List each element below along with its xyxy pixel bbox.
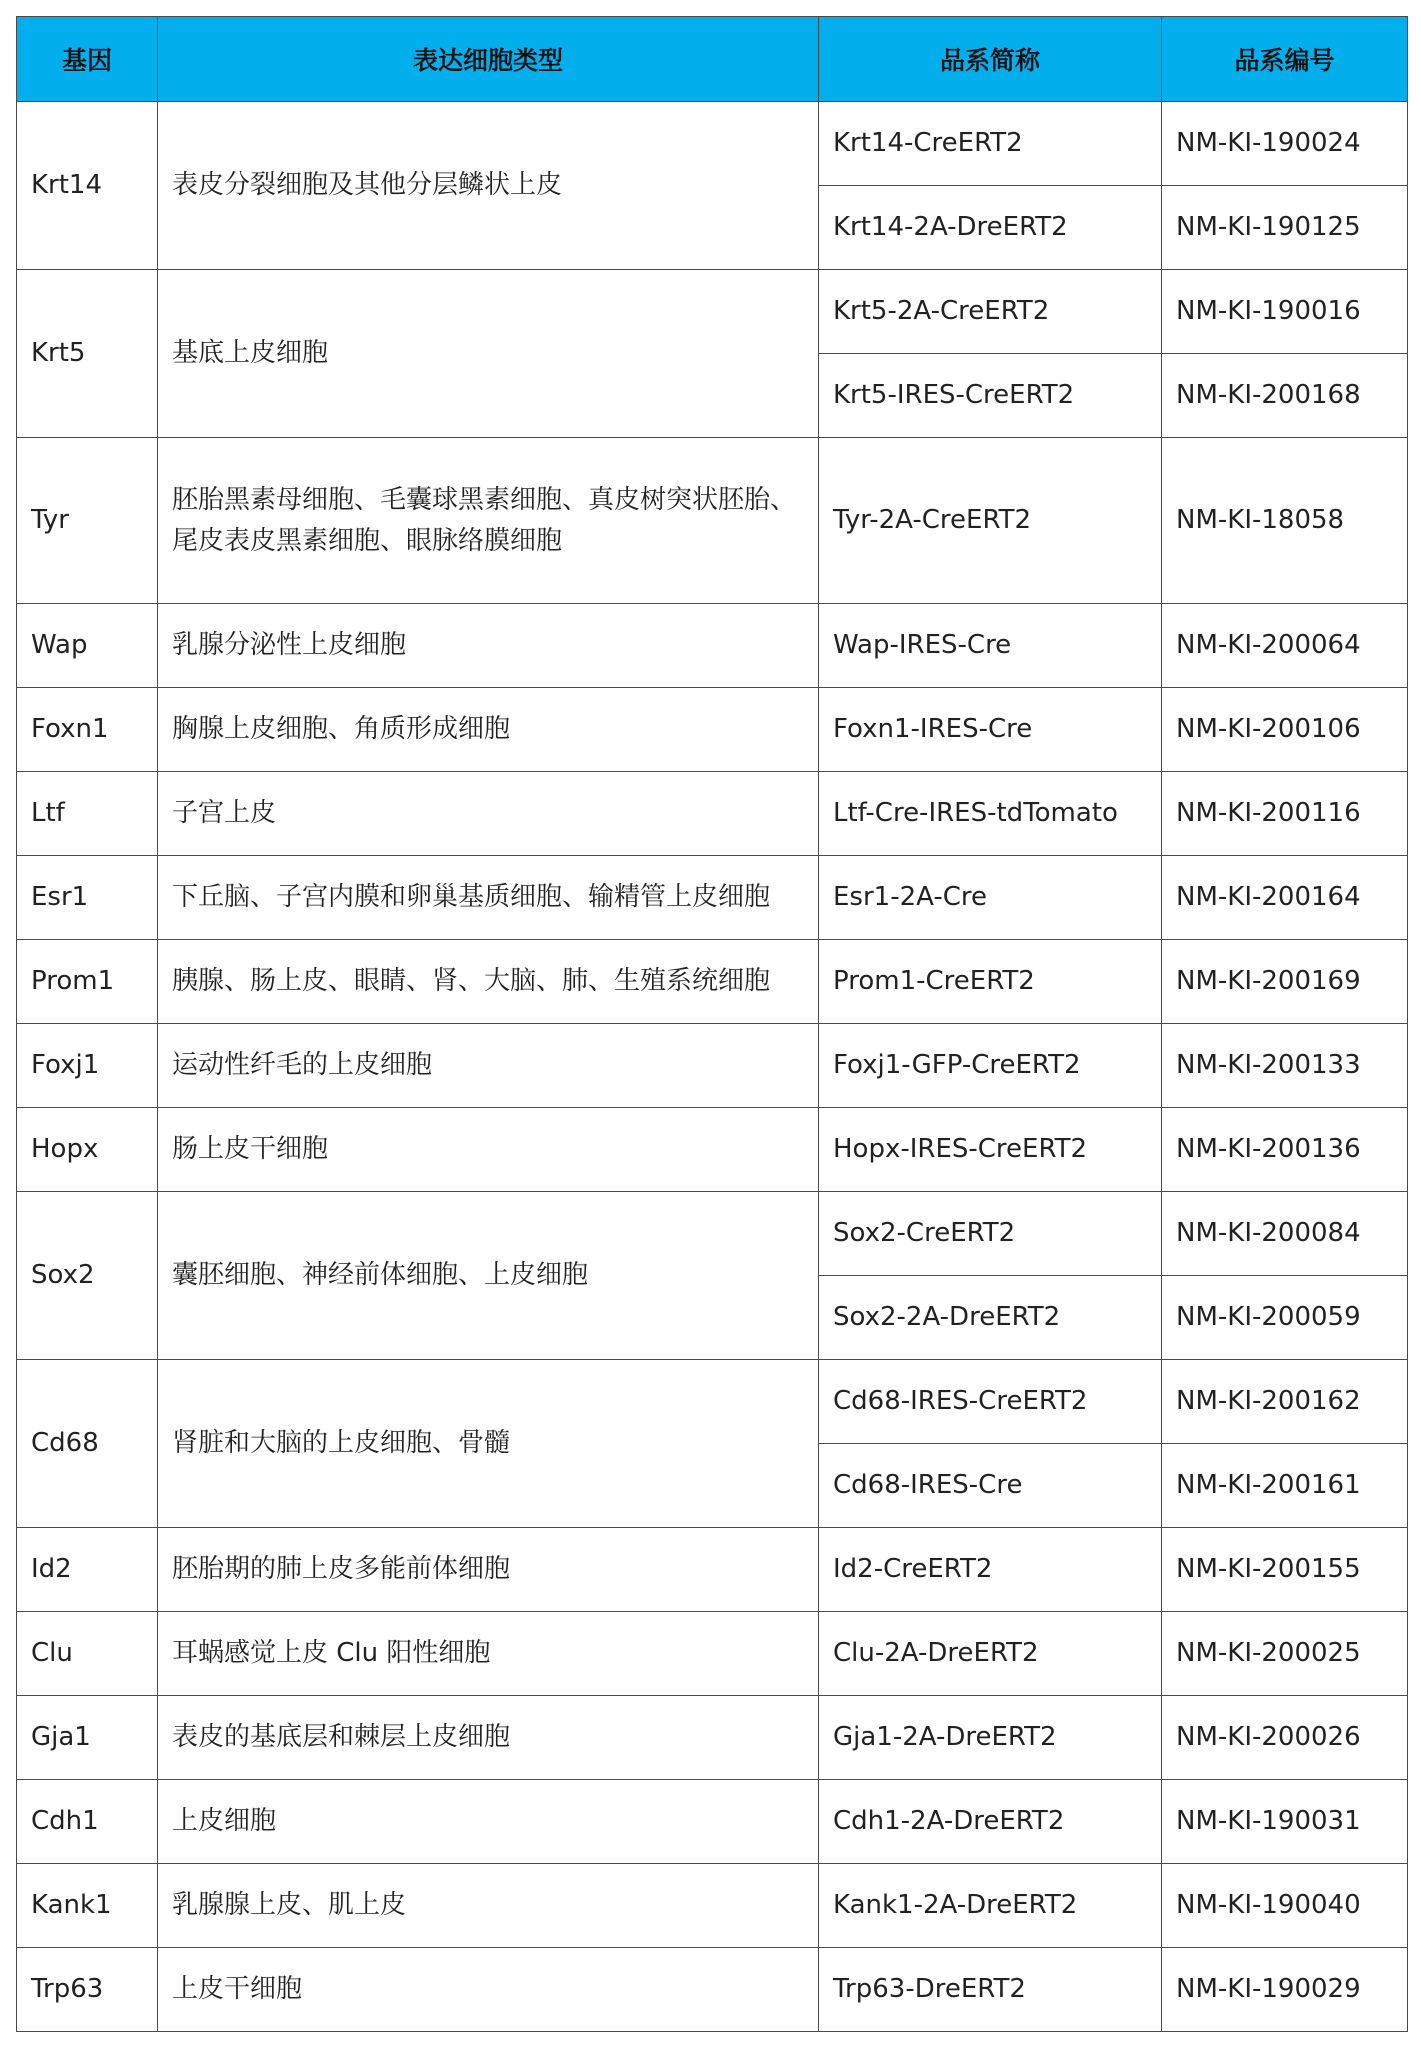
strain-name-cell: Gja1-2A-DreERT2 <box>819 1696 1162 1780</box>
table-row <box>17 1528 1408 1612</box>
cell-type-cell: 胸腺上皮细胞、角质形成细胞 <box>158 688 819 772</box>
cell-type-cell: 胚胎期的肺上皮多能前体细胞 <box>158 1528 819 1612</box>
strain-id-cell: NM-KI-200025 <box>1162 1612 1408 1696</box>
table-row <box>17 856 1408 940</box>
strain-id-cell: NM-KI-18058 <box>1162 438 1408 604</box>
strain-name-cell: Wap-IRES-Cre <box>819 604 1162 688</box>
strain-name-cell: Foxj1-GFP-CreERT2 <box>819 1024 1162 1108</box>
strain-id-cell: NM-KI-200116 <box>1162 772 1408 856</box>
strain-id-cell: NM-KI-190031 <box>1162 1780 1408 1864</box>
strain-id-cell: NM-KI-200106 <box>1162 688 1408 772</box>
table-row <box>17 772 1408 856</box>
strain-name-cell: Hopx-IRES-CreERT2 <box>819 1108 1162 1192</box>
strain-id-cell: NM-KI-200084 <box>1162 1192 1408 1276</box>
header-strain-name: 品系简称 <box>819 17 1162 102</box>
gene-cell: Kank1 <box>17 1864 158 1948</box>
header-strain-id: 品系编号 <box>1162 17 1408 102</box>
gene-cell: Clu <box>17 1612 158 1696</box>
gene-cell: Tyr <box>17 438 158 604</box>
table-row <box>17 1780 1408 1864</box>
gene-cell: Prom1 <box>17 940 158 1024</box>
cell-type-cell: 表皮的基底层和棘层上皮细胞 <box>158 1696 819 1780</box>
strain-id-cell: NM-KI-200136 <box>1162 1108 1408 1192</box>
table-row <box>17 1612 1408 1696</box>
cell-type-cell: 肠上皮干细胞 <box>158 1108 819 1192</box>
gene-cell: Gja1 <box>17 1696 158 1780</box>
cell-type-cell: 上皮干细胞 <box>158 1948 819 2032</box>
strain-name-cell: Foxn1-IRES-Cre <box>819 688 1162 772</box>
cell-type-cell: 表皮分裂细胞及其他分层鳞状上皮 <box>158 102 819 270</box>
gene-cell: Wap <box>17 604 158 688</box>
cell-type-cell: 胚胎黑素母细胞、毛囊球黑素细胞、真皮树突状胚胎、尾皮表皮黑素细胞、眼脉络膜细胞 <box>158 438 819 604</box>
cell-type-cell: 耳蜗感觉上皮 Clu 阳性细胞 <box>158 1612 819 1696</box>
strain-id-cell: NM-KI-200155 <box>1162 1528 1408 1612</box>
cell-type-cell: 下丘脑、子宫内膜和卵巢基质细胞、输精管上皮细胞 <box>158 856 819 940</box>
strain-name-cell: Prom1-CreERT2 <box>819 940 1162 1024</box>
gene-cell: Trp63 <box>17 1948 158 2032</box>
strain-name-cell: Krt5-2A-CreERT2 <box>819 270 1162 354</box>
strain-name-cell: Trp63-DreERT2 <box>819 1948 1162 2032</box>
strain-name-cell: Ltf-Cre-IRES-tdTomato <box>819 772 1162 856</box>
gene-cell: Cdh1 <box>17 1780 158 1864</box>
table-row <box>17 1360 1408 1444</box>
strain-id-cell: NM-KI-200133 <box>1162 1024 1408 1108</box>
gene-cell: Krt5 <box>17 270 158 438</box>
header-gene: 基因 <box>17 17 158 102</box>
cell-type-cell: 子宫上皮 <box>158 772 819 856</box>
table-row <box>17 1948 1408 2032</box>
strain-name-cell: Sox2-CreERT2 <box>819 1192 1162 1276</box>
strain-id-cell: NM-KI-200169 <box>1162 940 1408 1024</box>
cell-type-cell: 基底上皮细胞 <box>158 270 819 438</box>
strain-name-cell: Cdh1-2A-DreERT2 <box>819 1780 1162 1864</box>
gene-cell: Cd68 <box>17 1360 158 1528</box>
strain-id-cell: NM-KI-200168 <box>1162 354 1408 438</box>
header-cell-type: 表达细胞类型 <box>158 17 819 102</box>
cell-type-cell: 乳腺分泌性上皮细胞 <box>158 604 819 688</box>
table-body <box>17 102 1408 2032</box>
strain-name-cell: Krt5-IRES-CreERT2 <box>819 354 1162 438</box>
strain-id-cell: NM-KI-200162 <box>1162 1360 1408 1444</box>
table-row <box>17 1192 1408 1276</box>
strain-id-cell: NM-KI-190029 <box>1162 1948 1408 2032</box>
strain-id-cell: NM-KI-190016 <box>1162 270 1408 354</box>
strain-name-cell: Id2-CreERT2 <box>819 1528 1162 1612</box>
table-row <box>17 688 1408 772</box>
strain-name-cell: Kank1-2A-DreERT2 <box>819 1864 1162 1948</box>
gene-cell: Ltf <box>17 772 158 856</box>
cell-type-cell: 胰腺、肠上皮、眼睛、肾、大脑、肺、生殖系统细胞 <box>158 940 819 1024</box>
strain-name-cell: Sox2-2A-DreERT2 <box>819 1276 1162 1360</box>
strain-id-cell: NM-KI-190024 <box>1162 102 1408 186</box>
table-row <box>17 438 1408 604</box>
table-row <box>17 102 1408 186</box>
table-row <box>17 1696 1408 1780</box>
strain-id-cell: NM-KI-200161 <box>1162 1444 1408 1528</box>
gene-cell: Id2 <box>17 1528 158 1612</box>
gene-cell: Sox2 <box>17 1192 158 1360</box>
cell-type-cell: 上皮细胞 <box>158 1780 819 1864</box>
strain-name-cell: Krt14-2A-DreERT2 <box>819 186 1162 270</box>
table-row <box>17 270 1408 354</box>
table-row <box>17 1864 1408 1948</box>
gene-cell: Krt14 <box>17 102 158 270</box>
cell-type-cell: 运动性纤毛的上皮细胞 <box>158 1024 819 1108</box>
gene-cell: Foxn1 <box>17 688 158 772</box>
strain-name-cell: Clu-2A-DreERT2 <box>819 1612 1162 1696</box>
strain-name-cell: Esr1-2A-Cre <box>819 856 1162 940</box>
table-row <box>17 940 1408 1024</box>
strain-id-cell: NM-KI-200164 <box>1162 856 1408 940</box>
header-row <box>17 17 1408 102</box>
strain-id-cell: NM-KI-190040 <box>1162 1864 1408 1948</box>
strain-id-cell: NM-KI-190125 <box>1162 186 1408 270</box>
strain-table <box>16 16 1408 2032</box>
cell-type-cell: 囊胚细胞、神经前体细胞、上皮细胞 <box>158 1192 819 1360</box>
gene-cell: Esr1 <box>17 856 158 940</box>
strain-name-cell: Tyr-2A-CreERT2 <box>819 438 1162 604</box>
strain-id-cell: NM-KI-200026 <box>1162 1696 1408 1780</box>
table-header <box>17 17 1408 102</box>
table-row <box>17 1024 1408 1108</box>
cell-type-cell: 肾脏和大脑的上皮细胞、骨髓 <box>158 1360 819 1528</box>
table-row <box>17 1108 1408 1192</box>
gene-cell: Hopx <box>17 1108 158 1192</box>
strain-id-cell: NM-KI-200064 <box>1162 604 1408 688</box>
gene-cell: Foxj1 <box>17 1024 158 1108</box>
cell-type-cell: 乳腺腺上皮、肌上皮 <box>158 1864 819 1948</box>
strain-id-cell: NM-KI-200059 <box>1162 1276 1408 1360</box>
table-row <box>17 604 1408 688</box>
strain-name-cell: Krt14-CreERT2 <box>819 102 1162 186</box>
strain-name-cell: Cd68-IRES-CreERT2 <box>819 1360 1162 1444</box>
strain-name-cell: Cd68-IRES-Cre <box>819 1444 1162 1528</box>
